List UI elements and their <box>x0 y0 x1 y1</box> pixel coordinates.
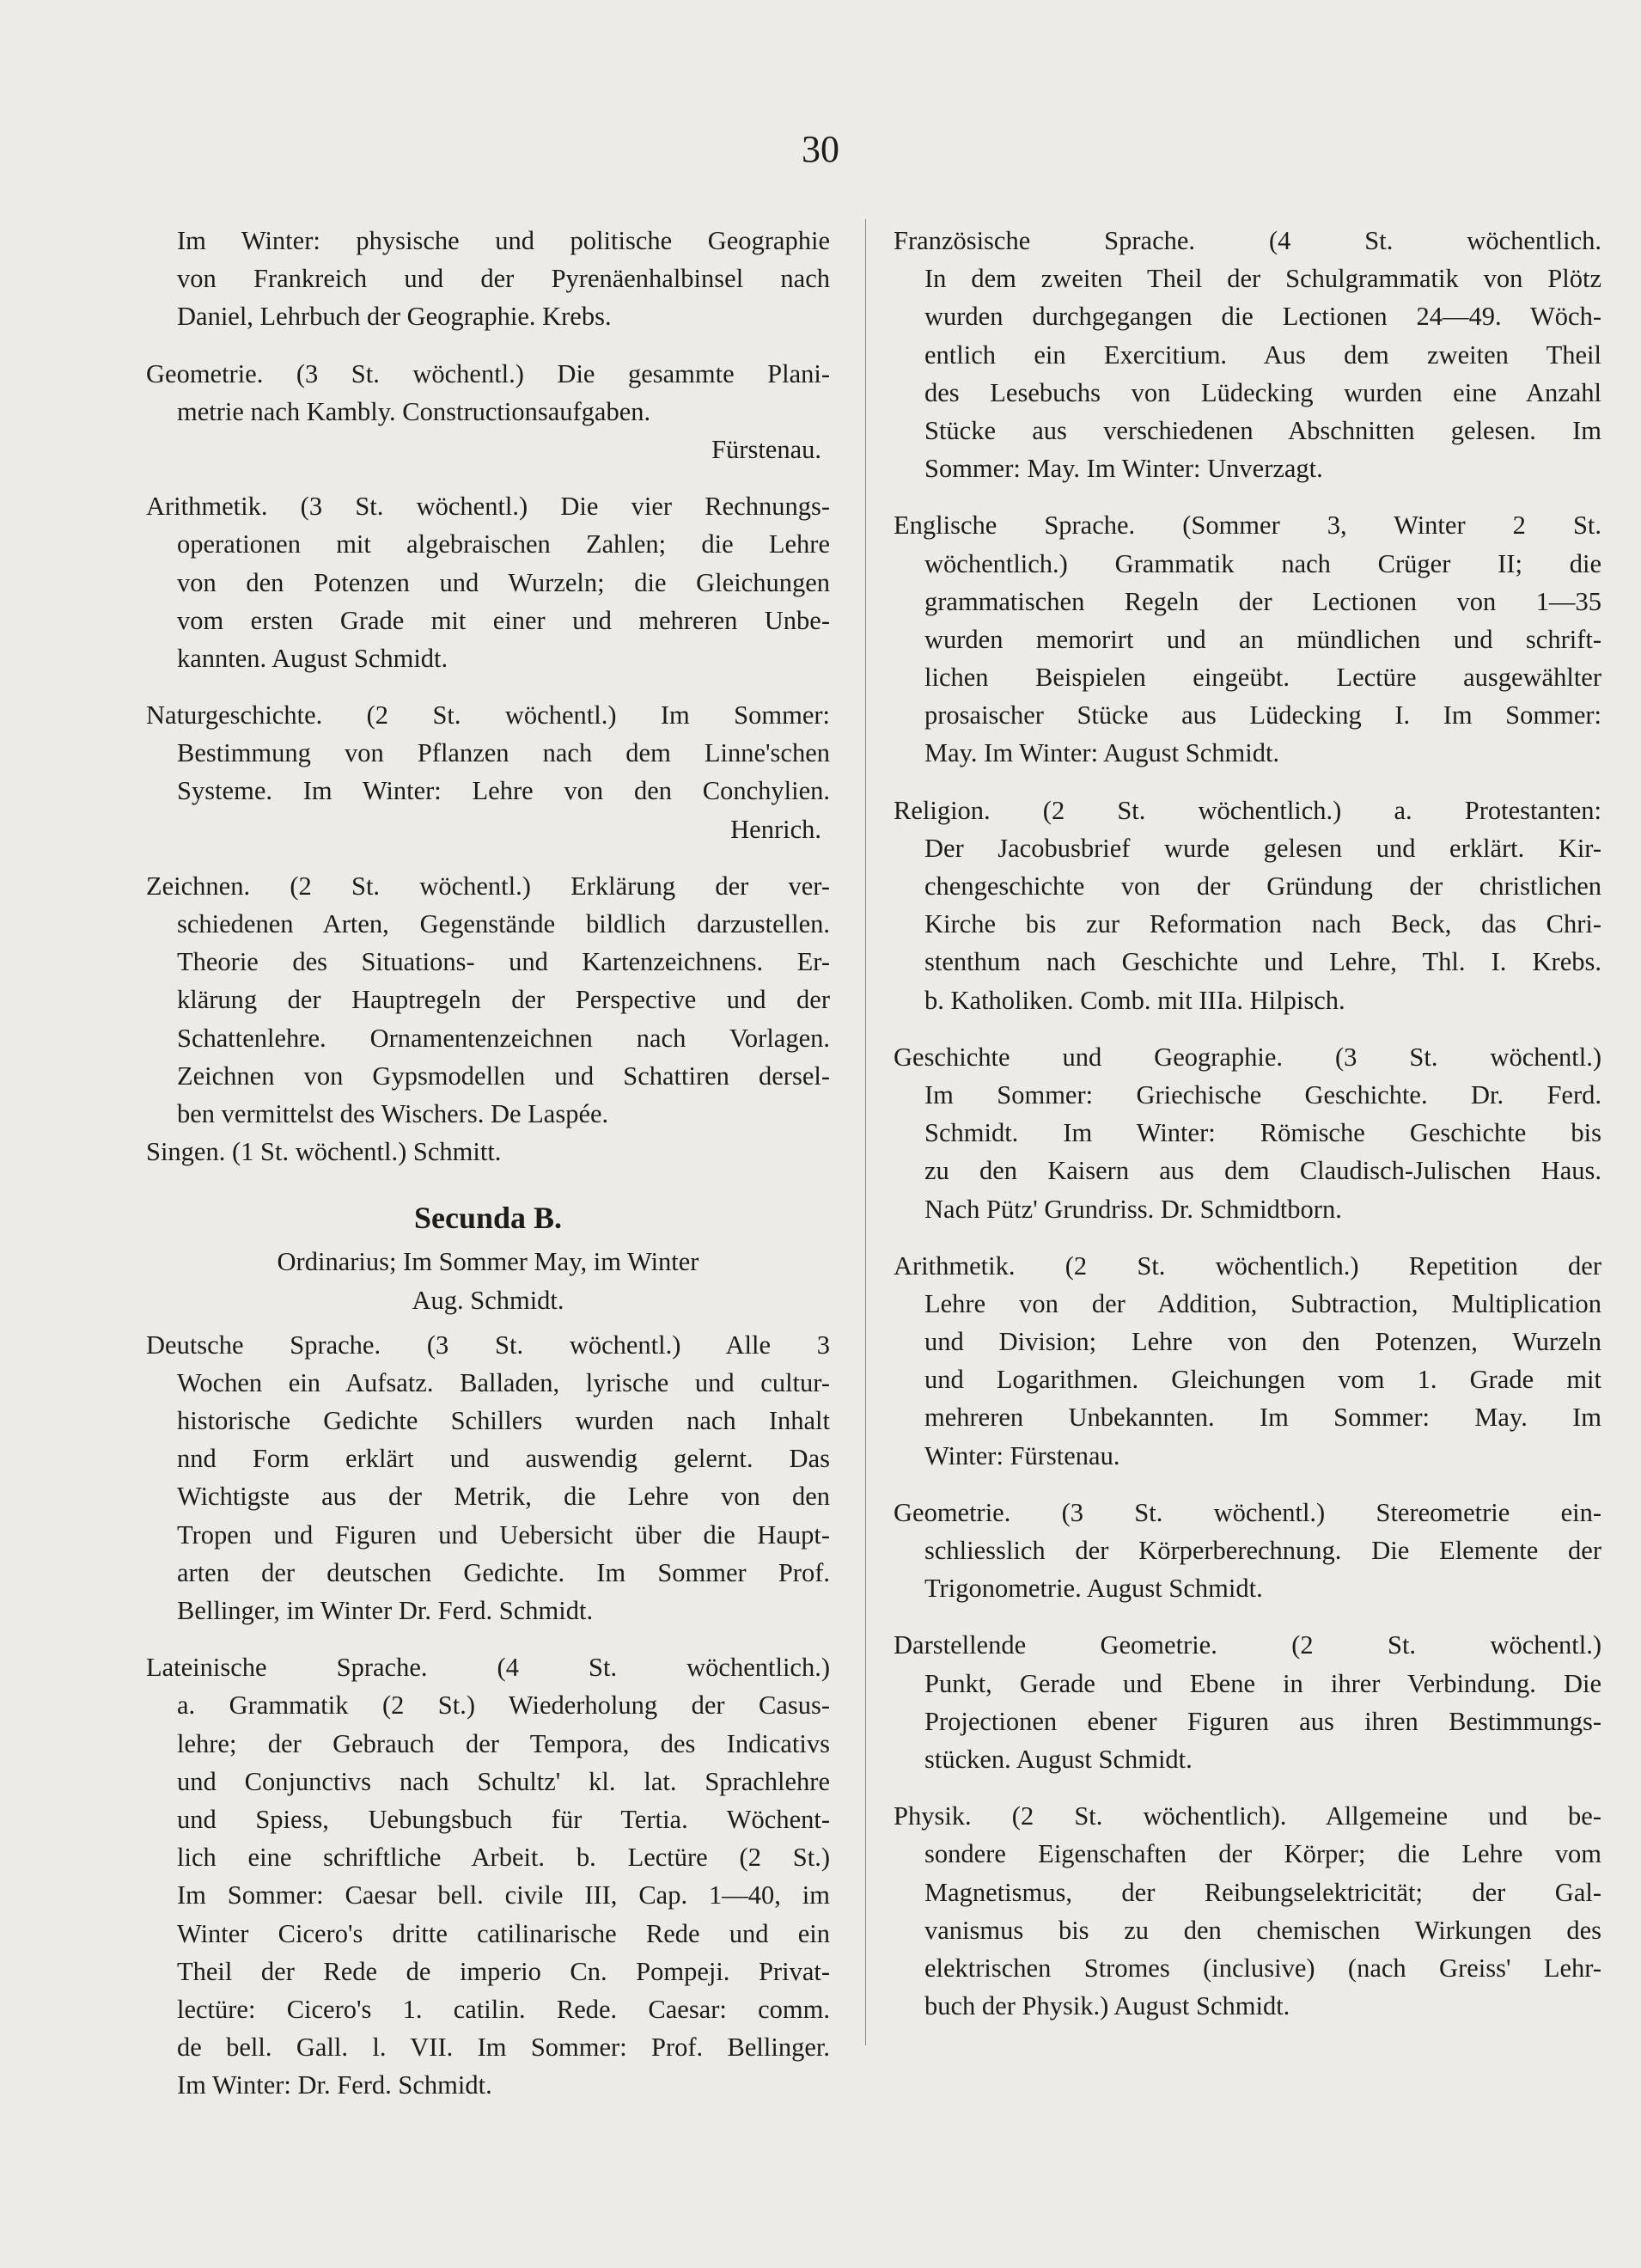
text-line: von Frankreich und der Pyrenäenhalbinsel nach <box>177 264 830 294</box>
text-line: Zeichnen von Gypsmodellen und Schattiren dersel- <box>177 1061 830 1091</box>
section-subtitle: Ordinarius; Im Sommer May, im Winter <box>277 1247 699 1277</box>
text-line: stenthum nach Geschichte und Lehre, Thl. I. Krebs. <box>924 947 1601 977</box>
text-line: grammatischen Regeln der Lectionen von 1—35 <box>924 586 1601 616</box>
paragraph-religion <box>894 792 1601 1019</box>
text-line: sondere Eigenschaften der Körper; die Lehre vom <box>924 1839 1601 1869</box>
text-line: Daniel, Lehrbuch der Geographie. Krebs. <box>177 302 612 332</box>
text-line: Wichtigste aus der Metrik, die Lehre von den <box>177 1482 830 1512</box>
text-line: elektrischen Stromes (inclusive) (nach Greiss' Lehr- <box>924 1953 1601 1983</box>
text-line: Winter Cicero's dritte catilinarische Rede und ein <box>177 1918 830 1948</box>
text-line: Bestimmung von Pflanzen nach dem Linne'schen <box>177 738 830 768</box>
text-line: Darstellende Geometrie. (2 St. wöchentl.) <box>894 1630 1601 1660</box>
paragraph-darstellende-geometrie <box>894 1626 1601 1778</box>
text-line: Systeme. Im Winter: Lehre von den Conchylien. <box>177 776 830 806</box>
text-line: Fürstenau. <box>711 434 821 464</box>
text-line: schiedenen Arten, Gegenstände bildlich darzustellen. <box>177 909 830 938</box>
text-line: Projectionen ebener Figuren aus ihren Bestimmungs- <box>924 1706 1601 1736</box>
text-line: lich eine schriftliche Arbeit. b. Lectüre (2 St.) <box>177 1843 830 1873</box>
text-line: Der Jacobusbrief wurde gelesen und erklärt. Kir- <box>924 833 1601 863</box>
text-line: Lehre von der Addition, Subtraction, Multiplication <box>924 1288 1601 1318</box>
text-line: Physik. (2 St. wöchentlich). Allgemeine und be- <box>894 1801 1601 1831</box>
text-line: Punkt, Gerade und Ebene in ihrer Verbindung. Die <box>924 1668 1601 1698</box>
text-line: wöchentlich.) Grammatik nach Crüger II; die <box>924 548 1601 578</box>
text-line: Naturgeschichte. (2 St. wöchentl.) Im Sommer: <box>146 700 830 731</box>
paragraph-geometrie <box>146 355 830 469</box>
text-line: Zeichnen. (2 St. wöchentl.) Erklärung der ver- <box>146 871 830 901</box>
text-line: entlich ein Exercitium. Aus dem zweiten Theil <box>924 339 1601 370</box>
paragraph-geschichte-geographie <box>894 1038 1601 1228</box>
text-line: und Conjunctivs nach Schultz' kl. lat. Sprachlehre <box>177 1766 830 1796</box>
left-column <box>146 222 830 2123</box>
text-line: Magnetismus, der Reibungselektricität; der Gal- <box>924 1877 1601 1907</box>
paragraph-singen <box>146 1133 830 1171</box>
text-line: und Logarithmen. Gleichungen vom 1. Grade mit <box>924 1365 1601 1395</box>
section-subtitle: Aug. Schmidt. <box>412 1285 564 1315</box>
text-line: wurden memorirt und an mündlichen und schrift- <box>924 624 1601 654</box>
text-line: Im Sommer: Griechische Geschichte. Dr. Ferd. <box>924 1079 1601 1110</box>
paragraph-franzoesische-sprache <box>894 222 1601 487</box>
text-line: Lateinische Sprache. (4 St. wöchentlich.) <box>146 1653 830 1683</box>
text-line: Französische Sprache. (4 St. wöchentlich. <box>894 226 1601 255</box>
text-line: vom ersten Grade mit einer und mehreren Unbe- <box>177 605 830 635</box>
text-line: zu den Kaisern aus dem Claudisch-Julischen Haus. <box>924 1156 1601 1186</box>
text-line: des Lesebuchs von Lüdecking wurden eine Anzahl <box>924 377 1601 407</box>
text-line: prosaischer Stücke aus Lüdecking I. Im Sommer: <box>924 700 1601 731</box>
text-line: Im Winter: Dr. Ferd. Schmidt. <box>177 2070 492 2100</box>
text-line: lectüre: Cicero's 1. catilin. Rede. Caesar: comm. <box>177 1994 830 2024</box>
text-line: metrie nach Kambly. Constructionsaufgaben. <box>177 396 651 426</box>
text-line: Arithmetik. (3 St. wöchentl.) Die vier Rechnungs- <box>146 492 830 522</box>
text-line: und Division; Lehre von den Potenzen, Wurzeln <box>924 1327 1601 1357</box>
text-line: a. Grammatik (2 St.) Wiederholung der Casus- <box>177 1690 830 1721</box>
text-line: May. Im Winter: August Schmidt. <box>924 738 1280 768</box>
text-line: Im Winter: physische und politische Geographie <box>177 226 830 255</box>
text-line: ben vermittelst des Wischers. De Laspée. <box>177 1098 609 1128</box>
paragraph-naturgeschichte <box>146 696 830 848</box>
text-line: lehre; der Gebrauch der Tempora, des Indicativs <box>177 1728 830 1758</box>
text-line: arten der deutschen Gedichte. Im Sommer Prof. <box>177 1557 830 1587</box>
text-line: von den Potenzen und Wurzeln; die Gleichungen <box>177 567 830 597</box>
text-line: Henrich. <box>730 814 821 844</box>
paragraph-arithmetik-ii <box>894 1247 1601 1475</box>
text-line: Arithmetik. (2 St. wöchentlich.) Repetition der <box>894 1250 1601 1281</box>
text-line: Geometrie. (3 St. wöchentl.) Die gesammte Plani- <box>146 358 830 388</box>
paragraph-physik <box>894 1797 1601 2025</box>
text-line: Sommer: May. Im Winter: Unverzagt. <box>924 454 1323 484</box>
text-line: Trigonometrie. August Schmidt. <box>924 1574 1263 1604</box>
section-heading: Secunda B. <box>413 1201 563 1236</box>
text-line: historische Gedichte Schillers wurden nach Inhalt <box>177 1406 830 1436</box>
text-line: operationen mit algebraischen Zahlen; die Lehre <box>177 529 830 559</box>
text-line: und Spiess, Uebungsbuch für Tertia. Wöchent- <box>177 1804 830 1834</box>
text-line: buch der Physik.) August Schmidt. <box>924 1991 1290 2021</box>
text-line: nnd Form erklärt und auswendig gelernt. Das <box>177 1444 830 1474</box>
paragraph-lateinische-sprache <box>146 1648 830 2104</box>
paragraph-geometrie-ii <box>894 1494 1601 1608</box>
text-line: mehreren Unbekannten. Im Sommer: May. Im <box>924 1403 1601 1433</box>
text-line: Schattenlehre. Ornamentenzeichnen nach Vorlagen. <box>177 1023 830 1053</box>
text-line: b. Katholiken. Comb. mit IIIa. Hilpisch. <box>924 985 1345 1015</box>
text-line: Winter: Fürstenau. <box>924 1440 1120 1470</box>
paragraph-deutsche-sprache <box>146 1326 830 1630</box>
text-line: Stücke aus verschiedenen Abschnitten gelesen. Im <box>924 415 1601 445</box>
text-line: Theorie des Situations- und Kartenzeichnens. Er- <box>177 947 830 977</box>
paragraph-winter-geography <box>146 222 830 336</box>
text-line: Im Sommer: Caesar bell. civile III, Cap. 1—40, im <box>177 1880 830 1910</box>
paragraph-englische-sprache <box>894 506 1601 772</box>
page-number: 30 <box>802 128 839 170</box>
text-line: Religion. (2 St. wöchentlich.) a. Protestanten: <box>894 795 1601 825</box>
text-line: Tropen und Figuren und Uebersicht über die Haupt- <box>177 1519 830 1550</box>
text-line: Bellinger, im Winter Dr. Ferd. Schmidt. <box>177 1596 594 1625</box>
paragraph-arithmetik <box>146 487 830 677</box>
text-line: Kirche bis zur Reformation nach Beck, das Chri- <box>924 909 1601 939</box>
text-line: Wochen ein Aufsatz. Balladen, lyrische und cultur- <box>177 1367 830 1397</box>
text-line: Englische Sprache. (Sommer 3, Winter 2 St. <box>894 510 1601 541</box>
text-line: de bell. Gall. l. VII. Im Sommer: Prof. Bellinger. <box>177 2033 830 2063</box>
text-line: In dem zweiten Theil der Schulgrammatik von Plötz <box>924 264 1601 294</box>
right-column <box>894 222 1601 2044</box>
text-line: Singen. (1 St. wöchentl.) Schmitt. <box>146 1137 502 1167</box>
text-line: klärung der Hauptregeln der Perspective und der <box>177 985 830 1015</box>
text-line: wurden durchgegangen die Lectionen 24—49. Wöch- <box>924 302 1601 332</box>
text-line: schliesslich der Körperberechnung. Die Elemente der <box>924 1536 1601 1565</box>
text-line: chengeschichte von der Gründung der christlichen <box>924 871 1601 901</box>
text-line: Theil der Rede de imperio Cn. Pompeji. Privat- <box>177 1956 830 1986</box>
paragraph-zeichnen <box>146 867 830 1133</box>
text-line: Geschichte und Geographie. (3 St. wöchentl.) <box>894 1042 1601 1072</box>
text-line: vanismus bis zu den chemischen Wirkungen des <box>924 1915 1601 1945</box>
column-divider <box>865 219 866 2045</box>
text-line: lichen Beispielen eingeübt. Lectüre ausgewählter <box>924 663 1601 693</box>
text-line: Schmidt. Im Winter: Römische Geschichte bis <box>924 1118 1601 1148</box>
text-line: stücken. August Schmidt. <box>924 1744 1193 1774</box>
text-line: Nach Pütz' Grundriss. Dr. Schmidtborn. <box>924 1194 1342 1224</box>
text-line: kannten. August Schmidt. <box>177 643 448 673</box>
text-line: Deutsche Sprache. (3 St. wöchentl.) Alle 3 <box>146 1330 830 1360</box>
text-line: Geometrie. (3 St. wöchentl.) Stereometrie ein- <box>894 1497 1601 1527</box>
